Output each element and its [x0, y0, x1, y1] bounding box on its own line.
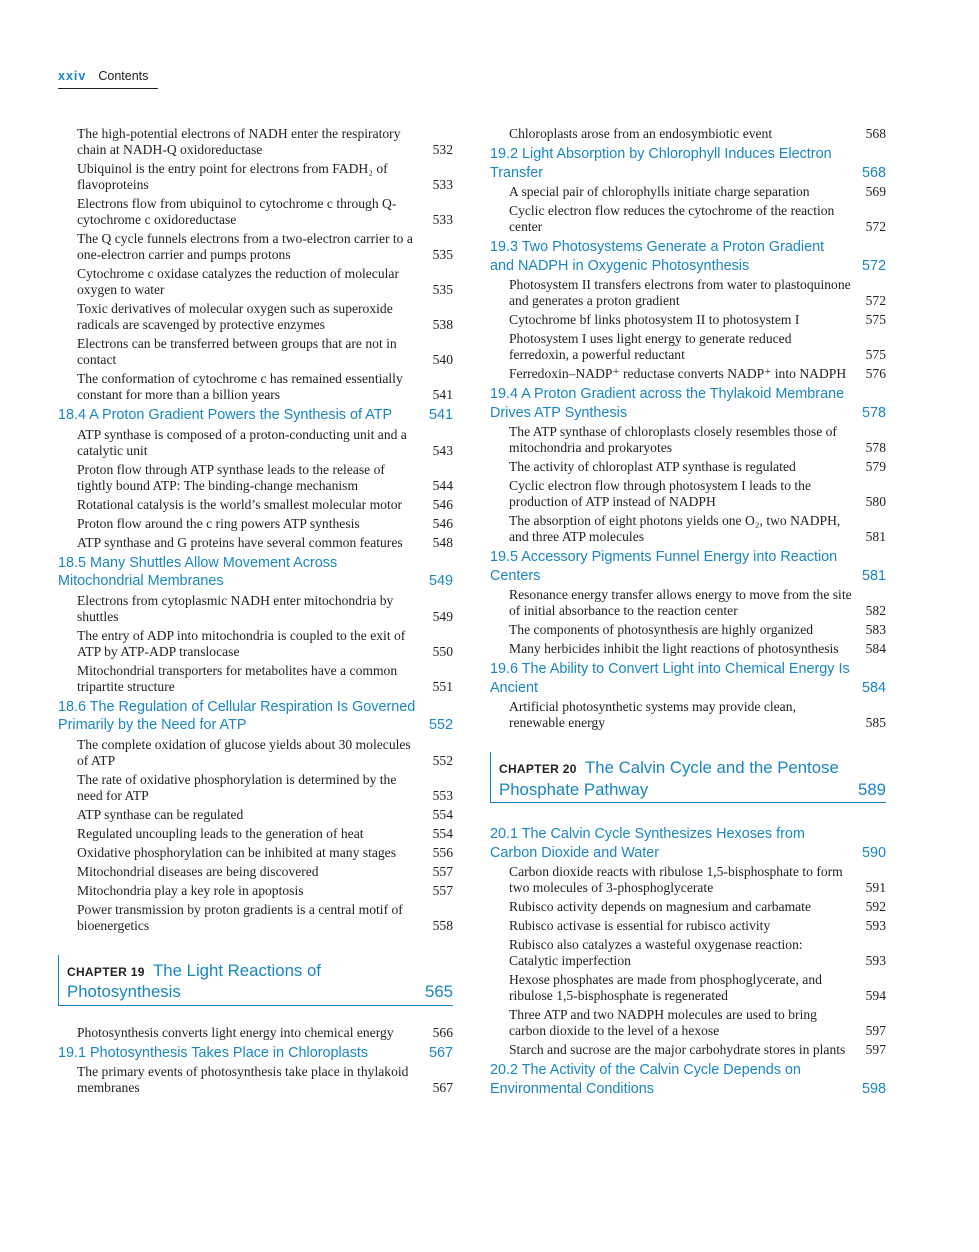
toc-text: 18.5 Many Shuttles Allow Movement Across Mitochondrial Membranes [58, 554, 338, 589]
toc-page-number: 597 [865, 1023, 886, 1038]
toc-entry [58, 301, 453, 333]
toc-page-number: 593 [865, 953, 886, 968]
toc-entry-title [509, 1042, 864, 1058]
running-head [58, 69, 158, 89]
toc-text: The primary events of photosynthesis take place in thylakoid membranes [77, 1064, 409, 1095]
toc-section-title [490, 548, 862, 585]
chapter-label: CHAPTER 20 [499, 762, 577, 776]
toc-page-number: 568 [865, 126, 886, 141]
toc-text: Starch and sucrose are the major carbohydrate stores in plants [509, 1042, 846, 1057]
toc-entry [58, 1064, 453, 1096]
toc-text: The conformation of cytochrome c has remained essentially constant for more than a billion years [77, 371, 403, 402]
toc-text: Electrons flow from ubiquinol to cytochrome c through Q-cytochrome c oxidoreductase [77, 196, 397, 227]
toc-entry [490, 277, 886, 309]
toc-page-number: 544 [432, 477, 453, 493]
toc-text: Cyclic electron flow through photosystem I leads to the production of ATP instead of NADPH [509, 478, 812, 509]
toc-text: Rubisco also catalyzes a wasteful oxygenase reaction: Catalytic imperfection [509, 937, 803, 968]
toc-text: 19.5 Accessory Pigments Funnel Energy into Reaction Centers [490, 549, 838, 584]
toc-text: Cyclic electron flow reduces the cytochrome of the reaction center [509, 203, 835, 234]
toc-chapter [58, 955, 453, 1006]
toc-entry-title [509, 331, 864, 363]
toc-text: Many herbicides inhibit the light reactions of photosynthesis [509, 641, 839, 656]
toc-entry-title [77, 628, 431, 660]
toc-page-number: 543 [432, 442, 453, 458]
toc-page-number: 581 [865, 529, 886, 544]
toc-page-number: 557 [432, 882, 453, 898]
toc-chapter [490, 752, 886, 803]
toc-text: 19.2 Light Absorption by Chlorophyll Induces Electron Transfer [490, 146, 832, 181]
toc-page-number: 580 [865, 494, 886, 509]
toc-section [490, 145, 886, 182]
toc-section [490, 548, 886, 585]
toc-entry [490, 899, 886, 915]
toc-text: Cytochrome bf links photosystem II to photosystem I [509, 312, 800, 327]
toc-page-number: 578 [861, 404, 886, 421]
toc-page-number: 590 [861, 844, 886, 861]
toc-entry-title [77, 772, 431, 804]
toc-text: ATP synthase and G proteins have several common features [77, 534, 403, 550]
toc-left-column [58, 126, 453, 1099]
toc-section-title [490, 385, 862, 422]
toc-section-title [490, 825, 862, 862]
toc-text: 18.6 The Regulation of Cellular Respiration Is Governed Primarily by the Need for ATP [58, 698, 416, 733]
toc-text: The high-potential electrons of NADH enter the respiratory chain at NADH-Q oxidoreductase [77, 126, 401, 157]
toc-text: 18.4 A Proton Gradient Powers the Synthesis of ATP [58, 407, 393, 423]
toc-page-number: 553 [432, 787, 453, 803]
toc-entry-title [77, 231, 431, 263]
toc-page-number: 579 [865, 459, 886, 474]
toc-entry-title [77, 737, 431, 769]
toc-entry-title [77, 845, 431, 861]
toc-section [58, 698, 453, 735]
toc-page-number: 533 [432, 212, 453, 227]
toc-entry [58, 427, 453, 459]
toc-section-title [58, 554, 429, 591]
toc-page-number: 593 [865, 918, 886, 933]
toc-text: Rubisco activity depends on magnesium and carbamate [509, 899, 811, 914]
toc-page-number: 575 [865, 347, 886, 362]
toc-text: Photosystem I uses light energy to generate reduced ferredoxin, a powerful reductant [509, 331, 792, 362]
toc-entry-title [77, 902, 431, 934]
toc-entry-title [77, 497, 431, 513]
toc-page-number: 585 [865, 715, 886, 730]
toc-page-number: 576 [865, 366, 886, 381]
toc-section [490, 660, 886, 697]
toc-text: ATP synthase can be regulated [77, 806, 244, 822]
toc-text: 20.2 The Activity of the Calvin Cycle Depends on Environmental Conditions [490, 1062, 801, 1097]
toc-entry-title [77, 161, 431, 193]
toc-page-number: 549 [428, 573, 453, 589]
toc-text: The rate of oxidative phosphorylation is determined by the need for ATP [77, 771, 397, 803]
toc-section-title [490, 660, 862, 697]
toc-right-column [490, 126, 886, 1100]
toc-entry-title [77, 1064, 431, 1096]
toc-entry-title [77, 883, 431, 899]
toc-entry-title [77, 1025, 431, 1041]
toc-entry-title [509, 126, 864, 142]
toc-text: Ubiquinol is the entry point for electrons from FADH₂ of flavoproteins [77, 161, 388, 192]
toc-entry-title [509, 864, 864, 896]
toc-entry-title [509, 366, 864, 382]
toc-page-number: 551 [432, 678, 453, 694]
toc-text: 19.6 The Ability to Convert Light into Chemical Energy Is Ancient [490, 661, 850, 696]
toc-entry [490, 126, 886, 142]
toc-page-number: 597 [865, 1042, 886, 1057]
toc-entry [490, 641, 886, 657]
toc-entry [490, 1007, 886, 1039]
toc-entry-title [509, 1007, 864, 1039]
toc-entry-title [509, 478, 864, 510]
toc-page-number: 565 [425, 982, 453, 1001]
toc-page-number: 598 [861, 1080, 886, 1097]
toc-page-number: 584 [861, 679, 886, 696]
toc-entry [58, 462, 453, 494]
toc-entry [490, 184, 886, 200]
toc-page-number: 594 [865, 988, 886, 1003]
toc-section [58, 406, 453, 425]
toc-text: Carbon dioxide reacts with ribulose 1,5-bisphosphate to form two molecules of 3-phosphoglycerate [509, 864, 843, 895]
toc-entry [490, 331, 886, 363]
toc-entry [490, 203, 886, 235]
toc-text: 20.1 The Calvin Cycle Synthesizes Hexoses from Carbon Dioxide and Water [490, 826, 805, 861]
toc-entry-title [509, 918, 864, 934]
toc-text: Photosynthesis converts light energy into chemical energy [77, 1024, 394, 1040]
toc-chapter-title [67, 961, 425, 1003]
toc-text: Power transmission by proton gradients is a central motif of bioenergetics [77, 901, 403, 933]
toc-entry [490, 366, 886, 382]
toc-page-number: 572 [861, 257, 886, 274]
toc-entry-title [77, 427, 431, 459]
toc-text: Mitochondrial diseases are being discovered [77, 863, 319, 879]
toc-page-number: 591 [865, 880, 886, 895]
toc-page-number: 550 [432, 643, 453, 659]
toc-entry [58, 161, 453, 193]
toc-entry-title [509, 641, 864, 657]
toc-text: Rotational catalysis is the world’s smallest molecular motor [77, 496, 403, 512]
toc-page-number: 557 [432, 863, 453, 879]
toc-page-number: 532 [432, 142, 453, 157]
toc-entry [58, 535, 453, 551]
chapter-label: CHAPTER 19 [67, 964, 145, 979]
toc-text: ATP synthase is composed of a proton-conducting unit and a catalytic unit [77, 426, 407, 458]
running-head-title: Contents [98, 69, 149, 83]
toc-page-number: 583 [865, 622, 886, 637]
toc-entry [490, 972, 886, 1004]
toc-entry [58, 902, 453, 934]
toc-section-title [58, 1044, 429, 1063]
toc-entry [58, 336, 453, 368]
toc-entry-title [77, 864, 431, 880]
toc-entry-title [509, 184, 864, 200]
toc-entry [58, 231, 453, 263]
toc-text: Electrons from cytoplasmic NADH enter mitochondria by shuttles [77, 592, 394, 624]
toc-entry-title [77, 516, 431, 532]
toc-entry [58, 737, 453, 769]
toc-page-number: 554 [432, 825, 453, 841]
toc-entry-title [509, 312, 864, 328]
toc-entry [58, 371, 453, 403]
toc-text: Proton flow through ATP synthase leads to the release of tightly bound ATP: The binding-change mechanism [77, 461, 385, 493]
toc-text: Mitochondrial transporters for metabolites have a common tripartite structure [77, 662, 398, 694]
toc-page-number: 552 [428, 717, 453, 733]
toc-entry-title [77, 266, 431, 298]
toc-entry [490, 459, 886, 475]
toc-text: The complete oxidation of glucose yields about 30 molecules of ATP [77, 736, 411, 768]
toc-text: The ATP synthase of chloroplasts closely resembles those of mitochondria and prokaryotes [509, 424, 837, 455]
toc-entry [58, 864, 453, 880]
toc-text: Toxic derivatives of molecular oxygen such as superoxide radicals are scavenged by protective enzymes [77, 301, 393, 332]
toc-page-number: 589 [858, 779, 886, 799]
toc-text: Photosystem II transfers electrons from water to plastoquinone and generates a proton gradient [509, 277, 851, 308]
toc-page-number: 572 [865, 219, 886, 234]
toc-text: Resonance energy transfer allows energy to move from the site of initial absorbance to the reaction center [509, 587, 852, 618]
toc-text: Chloroplasts arose from an endosymbiotic event [509, 126, 773, 141]
toc-page-number: 546 [432, 515, 453, 531]
toc-section-title [58, 406, 429, 425]
toc-entry-title [509, 587, 864, 619]
toc-entry [58, 126, 453, 158]
toc-text: The entry of ADP into mitochondria is coupled to the exit of ATP by ATP-ADP translocase [77, 627, 406, 659]
toc-entry-title [509, 459, 864, 475]
toc-page-number: 592 [865, 899, 886, 914]
toc-entry-title [509, 513, 864, 545]
toc-page-number: 569 [865, 184, 886, 199]
toc-text: Oxidative phosphorylation can be inhibited at many stages [77, 844, 397, 860]
toc-text: Cytochrome c oxidase catalyzes the reduction of molecular oxygen to water [77, 266, 399, 297]
toc-page-number: 567 [432, 1080, 453, 1095]
toc-section [58, 1044, 453, 1063]
toc-text: Electrons can be transferred between groups that are not in contact [77, 336, 397, 367]
toc-text: Rubisco activase is essential for rubisco activity [509, 918, 771, 933]
toc-entry-title [509, 424, 864, 456]
toc-entry-title [77, 301, 431, 333]
toc-entry [58, 628, 453, 660]
toc-text: Three ATP and two NADPH molecules are used to bring carbon dioxide to the level of a hexose [509, 1007, 817, 1038]
toc-page-number: 566 [432, 1024, 453, 1040]
toc-page-number: 558 [432, 917, 453, 933]
toc-section [58, 554, 453, 591]
toc-entry [490, 513, 886, 545]
toc-page-number: 541 [428, 407, 453, 423]
toc-entry-title [77, 807, 431, 823]
toc-entry [58, 807, 453, 823]
toc-entry-title [509, 699, 864, 731]
toc-entry-title [509, 972, 864, 1004]
toc-page-number: 584 [865, 641, 886, 656]
toc-entry-title [77, 826, 431, 842]
toc-chapter-title [499, 758, 858, 800]
toc-text: The Calvin Cycle and the Pentose Phosphate Pathway [499, 758, 839, 799]
toc-entry-title [77, 593, 431, 625]
toc-entry [58, 1025, 453, 1041]
toc-entry [490, 312, 886, 328]
toc-entry [490, 1042, 886, 1058]
toc-text: A special pair of chlorophylls initiate charge separation [509, 184, 810, 199]
toc-page-number: 548 [432, 534, 453, 550]
toc-entry [58, 196, 453, 228]
toc-page-number: 578 [865, 440, 886, 455]
toc-page-number: 582 [865, 603, 886, 618]
toc-entry [58, 883, 453, 899]
toc-entry-title [77, 371, 431, 403]
toc-section-title [490, 1061, 862, 1098]
toc-entry-title [77, 196, 431, 228]
toc-entry [490, 864, 886, 896]
toc-entry [490, 478, 886, 510]
toc-page-number: 572 [865, 293, 886, 308]
toc-text: 19.3 Two Photosystems Generate a Proton Gradient and NADPH in Oxygenic Photosynthesis [490, 239, 825, 274]
toc-entry [490, 622, 886, 638]
toc-section [490, 238, 886, 275]
toc-entry-title [509, 899, 864, 915]
toc-section-title [490, 238, 862, 275]
toc-entry [58, 663, 453, 695]
toc-entry-title [77, 462, 431, 494]
toc-text: Ferredoxin–NADP⁺ reductase converts NADP⁺ into NADPH [509, 366, 847, 381]
toc-page-number: 581 [861, 567, 886, 584]
toc-entry-title [77, 663, 431, 695]
toc-entry-title [509, 203, 864, 235]
toc-entry [490, 587, 886, 619]
toc-text: Mitochondria play a key role in apoptosis [77, 882, 304, 898]
toc-entry [58, 497, 453, 513]
toc-page-number: 575 [865, 312, 886, 327]
toc-text: Proton flow around the c ring powers ATP synthesis [77, 515, 360, 531]
toc-page-number: 540 [432, 352, 453, 367]
toc-text: The Light Reactions of Photosynthesis [67, 960, 321, 1001]
toc-text: Regulated uncoupling leads to the generation of heat [77, 825, 364, 841]
toc-page-number: 535 [432, 247, 453, 262]
toc-entry-title [509, 622, 864, 638]
toc-entry [490, 424, 886, 456]
page-number: xxiv [58, 69, 87, 83]
toc-page-number: 533 [432, 177, 453, 192]
toc-page-number: 552 [432, 752, 453, 768]
toc-entry [58, 772, 453, 804]
toc-entry [490, 699, 886, 731]
toc-text: 19.4 A Proton Gradient across the Thylakoid Membrane Drives ATP Synthesis [490, 386, 845, 421]
toc-entry [58, 516, 453, 532]
toc-entry [58, 845, 453, 861]
toc-entry-title [77, 535, 431, 551]
toc-entry [58, 593, 453, 625]
toc-page-number: 554 [432, 806, 453, 822]
toc-entry [58, 826, 453, 842]
toc-page-number: 549 [432, 608, 453, 624]
toc-page-number: 568 [861, 164, 886, 181]
toc-text: The absorption of eight photons yields one O₂, two NADPH, and three ATP molecules [509, 513, 841, 544]
toc-text: The activity of chloroplast ATP synthase is regulated [509, 459, 796, 474]
toc-section [490, 385, 886, 422]
toc-text: Artificial photosynthetic systems may provide clean, renewable energy [509, 699, 796, 730]
toc-section-title [58, 698, 429, 735]
toc-entry [490, 918, 886, 934]
toc-text: 19.1 Photosynthesis Takes Place in Chloroplasts [58, 1044, 369, 1061]
toc-page-number: 546 [432, 496, 453, 512]
toc-text: Hexose phosphates are made from phosphoglycerate, and ribulose 1,5-bisphosphate is regenerated [509, 972, 822, 1003]
toc-text: The components of photosynthesis are highly organized [509, 622, 814, 637]
toc-entry [58, 266, 453, 298]
toc-section-title [490, 145, 862, 182]
toc-entry-title [509, 277, 864, 309]
toc-page-number: 535 [432, 282, 453, 297]
toc-page-number: 556 [432, 844, 453, 860]
toc-section [490, 1061, 886, 1098]
toc-entry-title [509, 937, 864, 969]
toc-section [490, 825, 886, 862]
toc-entry-title [77, 336, 431, 368]
toc-entry-title [77, 126, 431, 158]
toc-page-number: 538 [432, 317, 453, 332]
toc-text: The Q cycle funnels electrons from a two-electron carrier to a one-electron carrier and pumps protons [77, 231, 413, 262]
toc-page-number: 567 [428, 1044, 453, 1061]
toc-page-number: 541 [432, 387, 453, 402]
toc-entry [490, 937, 886, 969]
